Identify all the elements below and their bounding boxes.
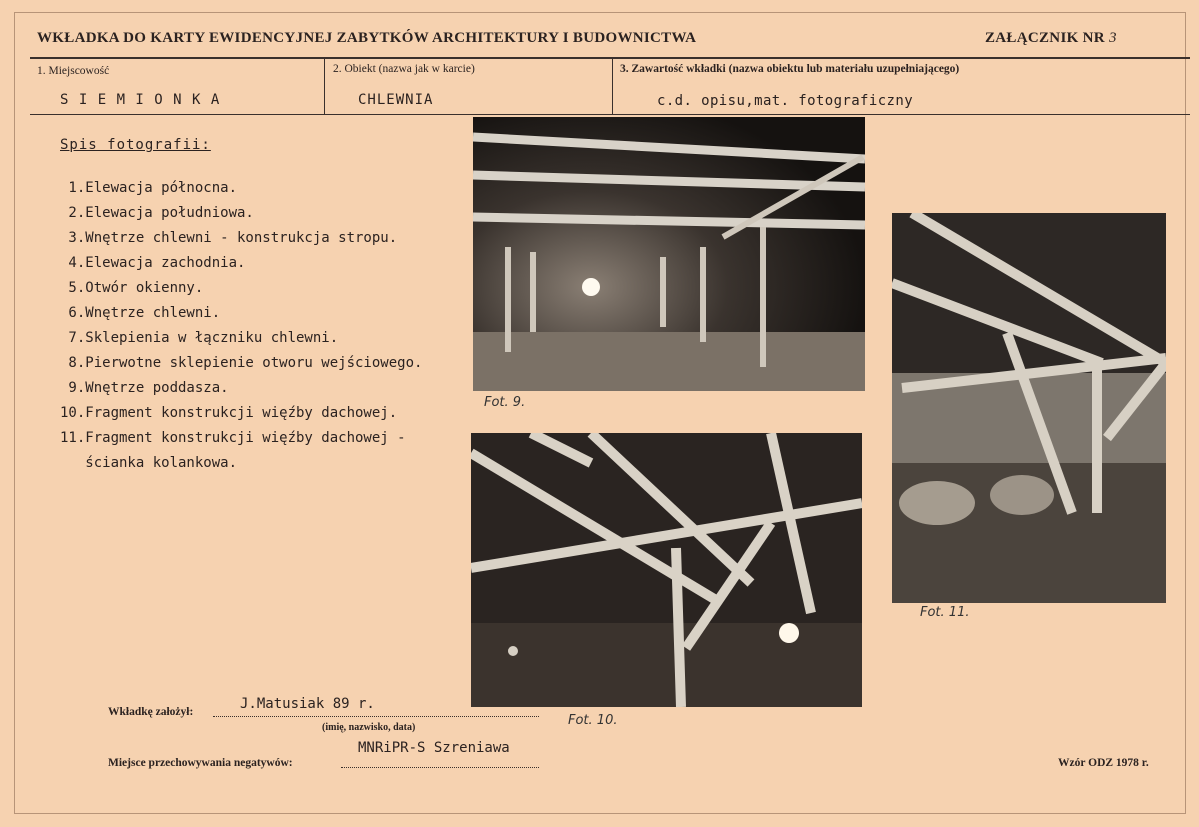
photo-list-item: 6.Wnętrze chlewni.	[60, 305, 221, 321]
photo-list-title: Spis fotografii:	[60, 137, 211, 153]
photo-10-image	[471, 433, 862, 707]
photo-list-item: 2.Elewacja południowa.	[60, 205, 254, 221]
attachment-number: 3	[1108, 30, 1117, 46]
photo-list-item: 3.Wnętrze chlewni - konstrukcja stropu.	[60, 230, 398, 246]
caption-fot-9: Fot. 9.	[484, 395, 526, 410]
storage-label: Miejsce przechowywania negatywów:	[108, 757, 293, 769]
photo-list-item: 1.Elewacja północna.	[60, 180, 238, 196]
author-label: Wkładkę założył:	[108, 706, 194, 718]
attachment-label	[985, 30, 1117, 47]
photo-list-item: 11.Fragment konstrukcji więźby dachowej -	[60, 430, 406, 446]
photo-11-image	[892, 213, 1166, 603]
photo-list	[60, 176, 422, 476]
form-number: Wzór ODZ 1978 r.	[1058, 757, 1149, 769]
content-label: 3. Zawartość wkładki (nazwa obiektu lub materiału uzupełniającego)	[620, 63, 960, 75]
caption-fot-11: Fot. 11.	[920, 605, 970, 620]
photo-9	[473, 117, 865, 391]
content-value: c.d. opisu,mat. fotograficzny	[657, 93, 914, 109]
object-value: CHLEWNIA	[358, 92, 434, 108]
photo-11	[892, 213, 1166, 603]
object-label: 2. Obiekt (nazwa jak w karcie)	[333, 63, 475, 75]
photo-10	[471, 433, 862, 707]
header-rule	[30, 57, 1190, 59]
storage-line	[341, 767, 539, 768]
author-value: J.Matusiak 89 r.	[240, 696, 375, 712]
place-label: 1. Miejscowość	[37, 65, 110, 77]
photo-9-image	[473, 117, 865, 391]
author-line	[213, 716, 539, 717]
attachment-text: ZAŁĄCZNIK NR	[985, 30, 1105, 46]
field-divider-1	[324, 58, 325, 114]
place-value: S I E M I O N K A	[60, 92, 221, 108]
caption-fot-10: Fot. 10.	[568, 713, 618, 728]
photo-list-item: 4.Elewacja zachodnia.	[60, 255, 246, 271]
photo-list-item: 9.Wnętrze poddasza.	[60, 380, 229, 396]
fields-rule	[30, 114, 1190, 115]
photo-list-item: 10.Fragment konstrukcji więźby dachowej.	[60, 405, 398, 421]
field-divider-2	[612, 58, 613, 114]
photo-list-item: 7.Sklepienia w łączniku chlewni.	[60, 330, 339, 346]
card-title: WKŁADKA DO KARTY EWIDENCYJNEJ ZABYTKÓW ARCHITEKTURY I BUDOWNICTWA	[37, 30, 697, 46]
storage-value: MNRiPR-S Szreniawa	[358, 740, 510, 756]
photo-list-item: 8.Pierwotne sklepienie otworu wejściowego.	[60, 355, 423, 371]
photo-list-item: ścianka kolankowa.	[60, 455, 238, 471]
photo-list-item: 5.Otwór okienny.	[60, 280, 204, 296]
author-hint: (imię, nazwisko, data)	[322, 722, 416, 733]
